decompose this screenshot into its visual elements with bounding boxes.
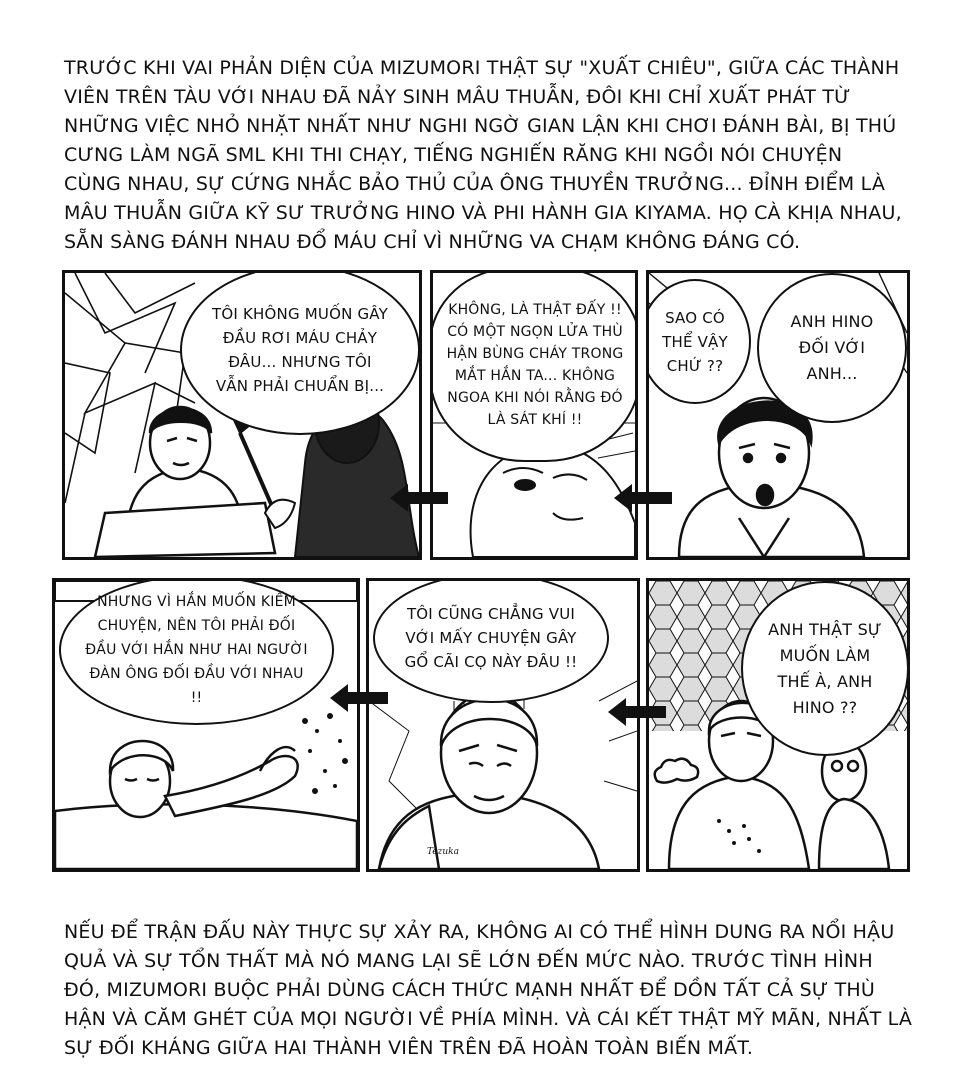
left-arrow-icon bbox=[614, 484, 672, 512]
panel-6 bbox=[646, 578, 910, 872]
speech-bubble: NHƯNG VÌ HẮN MUỐN KIẾM CHUYỆN, NÊN TÔI PHẢI ĐỐI ĐẦU VỚI HẮN NHƯ HAI NGƯỜI ĐÀN ÔNG ĐỐI ĐẦU VỚI NHAU !! bbox=[59, 578, 334, 725]
panel-2 bbox=[430, 270, 638, 560]
speech-bubble: TÔI CŨNG CHẲNG VUI VỚI MẤY CHUYỆN GÂY GỔ CÃI CỌ NÀY ĐÂU !! bbox=[373, 578, 609, 703]
panel-3 bbox=[646, 270, 910, 560]
left-arrow-icon bbox=[608, 698, 666, 726]
speech-bubble: ANH THẬT SỰ MUỐN LÀM THẾ À, ANH HINO ?? bbox=[741, 581, 909, 756]
left-arrow-icon bbox=[330, 684, 388, 712]
speech-bubble: KHÔNG, LÀ THẬT ĐẤY !! CÓ MỘT NGỌN LỬA THÙ HẬN BÙNG CHÁY TRONG MẮT HẮN TA... KHÔNG NGOA KHI NÓI RẰNG ĐÓ LÀ SÁT KHÍ !! bbox=[430, 270, 638, 462]
speech-bubble: TÔI KHÔNG MUỐN GÂY ĐẦU RƠI MÁU CHẢY ĐÂU... NHƯNG TÔI VẪN PHẢI CHUẨN BỊ... bbox=[180, 270, 420, 435]
speech-bubble: ANH HINO ĐỐI VỚI ANH... bbox=[757, 273, 907, 423]
speech-bubble: SAO CÓ THỂ VẬY CHỨ ?? bbox=[646, 279, 751, 404]
left-arrow-icon bbox=[390, 484, 448, 512]
artist-signature: Tezuka bbox=[427, 847, 459, 857]
panel-1 bbox=[62, 270, 422, 560]
panel-5 bbox=[366, 578, 640, 872]
outro-caption: NẾU ĐỂ TRẬN ĐẤU NÀY THỰC SỰ XẢY RA, KHÔNG AI CÓ THỂ HÌNH DUNG RA NỔI HẬU QUẢ VÀ SỰ TỔN THẤT MÀ NÓ MANG LẠI SẼ LỚN ĐẾN MỨC NÀO. TRƯỚC TÌNH HÌNH ĐÓ, MIZUMORI BUỘC PHẢI DÙNG CÁCH THỨC MẠNH NHẤT ĐỂ DỒN TẤT CẢ SỰ THÙ HẬN VÀ CĂM GHÉT CỦA MỌI NGƯỜI VỀ PHÍA MÌNH. VÀ CÁI KẾT THẬT MỸ MÃN, NHẤT LÀ SỰ ĐỐI KHÁNG GIỮA HAI THÀNH VIÊN TRÊN ĐÃ HOÀN TOÀN BIẾN MẤT. bbox=[64, 921, 913, 1059]
intro-caption: TRƯỚC KHI VAI PHẢN DIỆN CỦA MIZUMORI THẬT SỰ "XUẤT CHIÊU", GIỮA CÁC THÀNH VIÊN TRÊN TÀU VỚI NHAU ĐÃ NẢY SINH MÂU THUẪN, ĐÔI KHI CHỈ XUẤT PHÁT TỪ NHỮNG VIỆC NHỎ NHẶT NHẤT NHƯ NGHI NGỜ GIAN LẬN KHI CHƠI ĐÁNH BÀI, BỊ THÚ CƯNG LÀM NGÃ SML KHI THI CHẠY, TIẾNG NGHIẾN RĂNG KHI NGỒI NÓI CHUYỆN CÙNG NHAU, SỰ CỨNG NHẮC BẢO THỦ CỦA ÔNG THUYỀN TRƯỞNG... ĐỈNH ĐIỂM LÀ MÂU THUẪN GIỮA KỸ SƯ TRƯỞNG HINO VÀ PHI HÀNH GIA KIYAMA. HỌ CÀ KHỊA NHAU, SẴN SÀNG ĐÁNH NHAU ĐỔ MÁU CHỈ VÌ NHỮNG VA CHẠM KHÔNG ĐÁNG CÓ. bbox=[64, 57, 902, 253]
panel-4 bbox=[52, 578, 360, 872]
